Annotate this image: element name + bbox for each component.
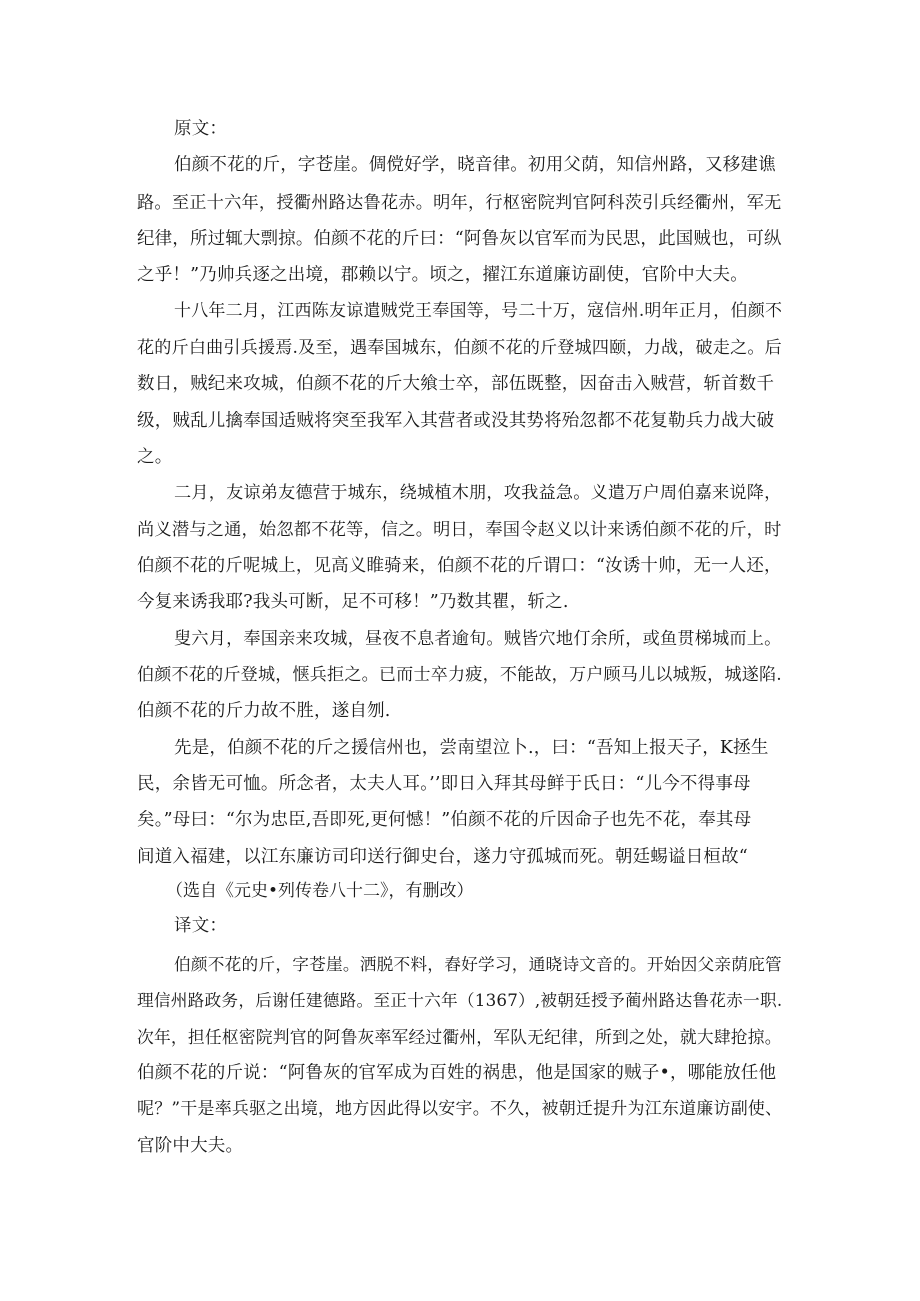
original-line-15: 伯颜不花的斤登城，惬兵拒之。已而士卒力疲，不能故，万户顾马儿以城叛，城遂陷. (137, 665, 782, 685)
translation-line-2: 理信州路政务，后谢任建德路。至正十六年（1367）,被朝廷授予蔺州路达鲁花赤一职. (137, 990, 783, 1010)
original-line-10: 二月，友谅弟友德营于城东，绕城植木朋，攻我益急。义遣万户周伯嘉来说降， (174, 483, 782, 503)
translation-line-4: 伯颜不花的斤说：“阿鲁灰的官军成为百姓的祸患，他是国家的贼子•，哪能放任他 (137, 1063, 777, 1083)
original-line-7: 数日，贼纪来攻城，伯颜不花的斤大飨士卒，部伍既整，因奋击入贼营，斩首数千 (137, 374, 775, 394)
original-line-14: 叟六月，奉国亲来攻城，昼夜不息者逾旬。贼皆穴地仃余所，或鱼贯梯城而上。 (174, 629, 782, 649)
original-line-17: 先是，伯颜不花的斤之援信州也，尝南望泣卜.，曰：“吾知上报天子，K拯生 (174, 738, 769, 758)
original-line-20: 间道入福建，以江东廉访司印送行御史台，遂力守孤城而死。朝廷蜴谥日桓故“ (137, 847, 748, 867)
original-line-3: 纪律，所过辄大剽掠。伯颜不花的斤曰：“阿鲁灰以官军而为民思，此国贼也，可纵 (137, 229, 782, 249)
source-note: （选自《元史•列传卷八十二》，有删改） (166, 881, 474, 901)
translation-line-5: 呢？”干是率兵驱之出境，地方因此得以安宇。不久，被朝迁提升为江东道廉访副使、 (137, 1099, 783, 1119)
translation-line-6: 官阶中大夫。 (137, 1136, 244, 1156)
original-heading: 原文： (174, 119, 228, 139)
original-line-5: 十八年二月，江西陈友谅遣贼党王奉国等，号二十万，寇信州.明年正月，伯颜不 (174, 301, 783, 321)
translation-line-3: 次年，担任枢密院判官的阿鲁灰率军经过衢州，军队无纪律，所到之处，就大肆抢掠。 (137, 1027, 782, 1047)
original-line-1: 伯颜不花的斤，字苍崖。倜傥好学，晓音律。初用父荫，知信州路，又移建谯 (174, 155, 776, 175)
original-line-11: 尚义潜与之通，始忽都不花等，信之。明日，奉国令赵义以计来诱伯颜不花的斤，时 (137, 520, 782, 540)
original-line-13: 今复来诱我耶?我头可断，足不可移！”乃数其瞿，斩之. (137, 592, 569, 612)
translation-heading: 译文： (174, 916, 228, 936)
original-line-19: 矣。”母曰：“尔为忠臣,吾即死,更何憾！”伯颜不花的斤因命子也先不花，奉其母 (137, 810, 752, 830)
original-line-9: 之。 (137, 447, 173, 467)
original-line-6: 花的斤白曲引兵援焉.及至，遇奉国城东，伯颜不花的斤登城四颐，力战，破走之。后 (137, 338, 782, 358)
original-line-12: 伯颜不花的斤呢城上，见高义睢骑来，伯颜不花的斤谓口：“汝诱十帅，无一人还， (137, 556, 782, 576)
original-line-8: 级，贼乱儿擒奉国适贼将突至我军入其营者或没其势将殆忽都不花复勒兵力战大破 (137, 411, 775, 431)
original-line-16: 伯颜不花的斤力故不胜，遂自刎. (137, 701, 391, 721)
original-line-18: 民，余皆无可恤。所念者，太夫人耳。’’即日入拜其母鲜于氏日：“儿今不得事母 (137, 774, 751, 794)
translation-line-1: 伯颜不花的斤，字苍崖。洒脱不料，舂好学习，通晓诗文音的。开始因父亲荫庇管 (174, 954, 782, 974)
original-line-2: 路。至正十六年，授衢州路达鲁花赤。明年，行枢密院判官阿科茨引兵经衢州，军无 (137, 193, 782, 213)
original-line-4: 之乎！”乃帅兵逐之出境，郡赖以宁。顷之，擢江东道廉访副使，官阶中大夫。 (137, 265, 748, 285)
